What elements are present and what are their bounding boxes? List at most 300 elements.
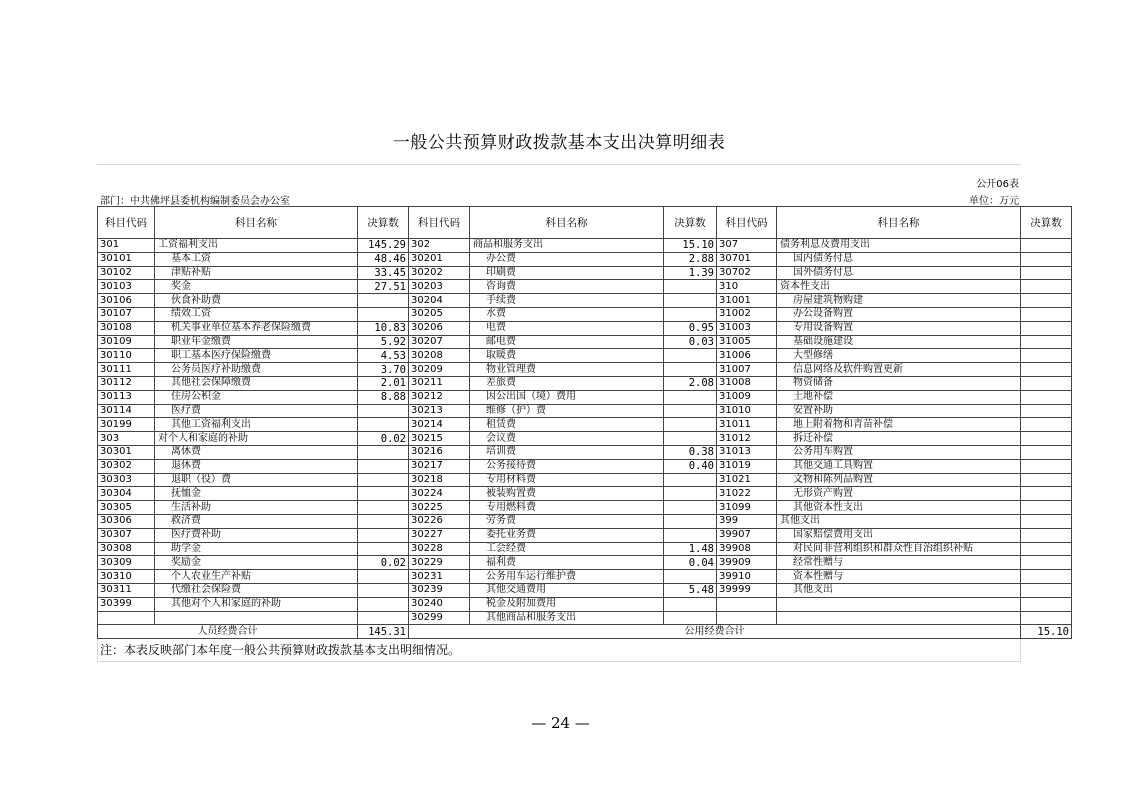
item-code: 30399 xyxy=(98,597,155,611)
item-amount xyxy=(1021,432,1072,446)
item-amount xyxy=(664,349,717,363)
item-amount xyxy=(664,418,717,432)
item-amount xyxy=(358,404,409,418)
table-row xyxy=(98,307,1072,321)
budget-sheet xyxy=(97,122,1069,662)
item-name: 公务用车运行维护费 xyxy=(470,570,664,584)
item-code: 30229 xyxy=(409,556,470,570)
item-name: 职业年金缴费 xyxy=(155,335,358,349)
table-code-row xyxy=(97,165,1021,192)
table-row xyxy=(98,239,1072,253)
item-code: 30111 xyxy=(98,363,155,377)
header-amount-3: 决算数 xyxy=(1021,207,1072,239)
item-code: 30304 xyxy=(98,487,155,501)
item-code: 30227 xyxy=(409,528,470,542)
item-name: 医疗费补助 xyxy=(155,528,358,542)
item-code: 39909 xyxy=(717,556,777,570)
item-code: 30226 xyxy=(409,514,470,528)
item-code: 30301 xyxy=(98,445,155,459)
table-row xyxy=(98,542,1072,556)
item-amount: 0.38 xyxy=(664,445,717,459)
table-row xyxy=(98,294,1072,308)
item-name: 文物和陈列品购置 xyxy=(777,473,1021,487)
item-code: 30218 xyxy=(409,473,470,487)
item-code: 30311 xyxy=(98,583,155,597)
item-name: 公务用车购置 xyxy=(777,445,1021,459)
item-code: 31010 xyxy=(717,404,777,418)
item-name: 其他社会保障缴费 xyxy=(155,376,358,390)
item-code: 30228 xyxy=(409,542,470,556)
table-row xyxy=(98,556,1072,570)
item-name: 奖励金 xyxy=(155,556,358,570)
item-amount: 2.01 xyxy=(358,376,409,390)
item-amount xyxy=(1021,349,1072,363)
item-code xyxy=(717,597,777,611)
item-name: 对民间非营利组织和群众性自治组织补贴 xyxy=(777,542,1021,556)
table-row xyxy=(98,514,1072,528)
item-code: 303 xyxy=(98,432,155,446)
item-name: 基础设施建设 xyxy=(777,335,1021,349)
item-amount: 48.46 xyxy=(358,252,409,266)
item-code: 301 xyxy=(98,239,155,253)
item-code: 39999 xyxy=(717,583,777,597)
item-code: 30206 xyxy=(409,321,470,335)
item-name: 个人农业生产补贴 xyxy=(155,570,358,584)
item-amount xyxy=(664,363,717,377)
item-amount: 33.45 xyxy=(358,266,409,280)
item-code: 30213 xyxy=(409,404,470,418)
table-row xyxy=(98,252,1072,266)
item-name: 公务接待费 xyxy=(470,459,664,473)
item-name: 救济费 xyxy=(155,514,358,528)
item-name: 奖金 xyxy=(155,280,358,294)
item-name: 委托业务费 xyxy=(470,528,664,542)
table-row xyxy=(98,266,1072,280)
item-amount xyxy=(1021,404,1072,418)
table-row xyxy=(98,335,1072,349)
item-name: 伙食补助费 xyxy=(155,294,358,308)
item-amount xyxy=(358,514,409,528)
item-amount xyxy=(358,542,409,556)
item-amount xyxy=(1021,294,1072,308)
item-name: 拆迁补偿 xyxy=(777,432,1021,446)
item-amount: 1.39 xyxy=(664,266,717,280)
item-code: 30101 xyxy=(98,252,155,266)
item-code: 399 xyxy=(717,514,777,528)
item-name: 劳务费 xyxy=(470,514,664,528)
item-code: 31003 xyxy=(717,321,777,335)
item-name: 土地补偿 xyxy=(777,390,1021,404)
table-title: 一般公共预算财政拨款基本支出决算明细表 xyxy=(97,122,1021,165)
header-name-1: 科目名称 xyxy=(155,207,358,239)
table-row xyxy=(98,321,1072,335)
item-name: 商品和服务支出 xyxy=(470,239,664,253)
item-code: 31002 xyxy=(717,307,777,321)
item-code: 31007 xyxy=(717,363,777,377)
item-name: 国内债务付息 xyxy=(777,252,1021,266)
item-amount xyxy=(1021,266,1072,280)
item-name: 房屋建筑物购建 xyxy=(777,294,1021,308)
item-name xyxy=(777,611,1021,625)
item-amount xyxy=(358,473,409,487)
item-name: 福利费 xyxy=(470,556,664,570)
item-name: 公务员医疗补助缴费 xyxy=(155,363,358,377)
item-code: 39910 xyxy=(717,570,777,584)
item-name: 资本性赠与 xyxy=(777,570,1021,584)
item-amount: 0.40 xyxy=(664,459,717,473)
item-code: 30701 xyxy=(717,252,777,266)
item-name: 退职（役）费 xyxy=(155,473,358,487)
item-name: 信息网络及软件购置更新 xyxy=(777,363,1021,377)
item-amount xyxy=(1021,556,1072,570)
item-amount: 0.02 xyxy=(358,556,409,570)
item-name: 取暖费 xyxy=(470,349,664,363)
item-amount xyxy=(1021,376,1072,390)
item-amount xyxy=(664,390,717,404)
item-code: 30202 xyxy=(409,266,470,280)
table-code: 公开06表 xyxy=(976,179,1019,190)
item-amount xyxy=(358,583,409,597)
item-amount xyxy=(664,528,717,542)
unit-label: 单位：万元 xyxy=(969,196,1019,207)
item-code: 30308 xyxy=(98,542,155,556)
table-row xyxy=(98,611,1072,625)
table-row xyxy=(98,445,1072,459)
item-code xyxy=(717,611,777,625)
item-code: 30702 xyxy=(717,266,777,280)
item-code: 30112 xyxy=(98,376,155,390)
item-code: 30307 xyxy=(98,528,155,542)
item-code: 30299 xyxy=(409,611,470,625)
item-name: 其他资本性支出 xyxy=(777,501,1021,515)
item-name: 差旅费 xyxy=(470,376,664,390)
item-name: 其他交通费用 xyxy=(470,583,664,597)
item-code: 30309 xyxy=(98,556,155,570)
item-amount xyxy=(1021,514,1072,528)
item-code: 30102 xyxy=(98,266,155,280)
item-amount xyxy=(1021,280,1072,294)
item-amount xyxy=(358,445,409,459)
personnel-total-value: 145.31 xyxy=(358,625,409,639)
page-number: — 24 — xyxy=(531,714,590,732)
item-amount xyxy=(664,404,717,418)
personnel-total-label: 人员经费合计 xyxy=(98,625,358,639)
item-code: 30215 xyxy=(409,432,470,446)
item-code: 30207 xyxy=(409,335,470,349)
item-code: 307 xyxy=(717,239,777,253)
item-amount xyxy=(358,570,409,584)
item-amount: 0.04 xyxy=(664,556,717,570)
item-amount xyxy=(664,487,717,501)
item-name: 其他对个人和家庭的补助 xyxy=(155,597,358,611)
item-name: 住房公积金 xyxy=(155,390,358,404)
item-name: 电费 xyxy=(470,321,664,335)
item-name: 债务利息及费用支出 xyxy=(777,239,1021,253)
item-name: 代缴社会保险费 xyxy=(155,583,358,597)
expenditure-table xyxy=(97,206,1072,639)
item-code: 30310 xyxy=(98,570,155,584)
item-amount xyxy=(358,294,409,308)
item-name: 大型修缮 xyxy=(777,349,1021,363)
item-code: 30302 xyxy=(98,459,155,473)
item-amount xyxy=(1021,487,1072,501)
table-note: 注：本表反映部门本年度一般公共预算财政拨款基本支出明细情况。 xyxy=(97,639,1021,662)
item-amount xyxy=(1021,570,1072,584)
item-name: 税金及附加费用 xyxy=(470,597,664,611)
item-name: 其他工资福利支出 xyxy=(155,418,358,432)
item-code: 30217 xyxy=(409,459,470,473)
public-total-value: 15.10 xyxy=(1021,625,1072,639)
item-name: 水费 xyxy=(470,307,664,321)
header-code-1: 科目代码 xyxy=(98,207,155,239)
table-row xyxy=(98,473,1072,487)
item-code: 30216 xyxy=(409,445,470,459)
table-header-row xyxy=(98,207,1072,239)
item-code: 30306 xyxy=(98,514,155,528)
item-amount xyxy=(358,307,409,321)
item-name: 其他支出 xyxy=(777,514,1021,528)
item-amount xyxy=(1021,611,1072,625)
item-amount xyxy=(1021,418,1072,432)
table-row xyxy=(98,349,1072,363)
item-name: 医疗费 xyxy=(155,404,358,418)
header-code-2: 科目代码 xyxy=(409,207,470,239)
item-amount xyxy=(1021,459,1072,473)
item-code: 30209 xyxy=(409,363,470,377)
item-code: 310 xyxy=(717,280,777,294)
item-code: 31022 xyxy=(717,487,777,501)
item-amount xyxy=(664,501,717,515)
item-name: 助学金 xyxy=(155,542,358,556)
item-amount xyxy=(1021,528,1072,542)
item-code: 30199 xyxy=(98,418,155,432)
department-row xyxy=(97,192,1021,206)
item-amount xyxy=(664,514,717,528)
item-code: 39907 xyxy=(717,528,777,542)
item-amount xyxy=(358,611,409,625)
item-code: 30208 xyxy=(409,349,470,363)
table-row xyxy=(98,459,1072,473)
item-name: 物资储备 xyxy=(777,376,1021,390)
item-code: 39908 xyxy=(717,542,777,556)
item-code: 30201 xyxy=(409,252,470,266)
item-amount xyxy=(664,307,717,321)
header-amount-1: 决算数 xyxy=(358,207,409,239)
item-amount: 8.88 xyxy=(358,390,409,404)
item-amount xyxy=(1021,239,1072,253)
item-name: 专用燃料费 xyxy=(470,501,664,515)
item-name: 国外债务付息 xyxy=(777,266,1021,280)
item-amount xyxy=(358,501,409,515)
item-amount: 10.83 xyxy=(358,321,409,335)
table-row xyxy=(98,570,1072,584)
item-code: 30225 xyxy=(409,501,470,515)
item-code: 302 xyxy=(409,239,470,253)
item-amount: 27.51 xyxy=(358,280,409,294)
item-code: 30303 xyxy=(98,473,155,487)
item-amount: 5.48 xyxy=(664,583,717,597)
item-name: 咨询费 xyxy=(470,280,664,294)
header-name-3: 科目名称 xyxy=(777,207,1021,239)
item-amount xyxy=(664,432,717,446)
item-name: 职工基本医疗保险缴费 xyxy=(155,349,358,363)
item-name: 生活补助 xyxy=(155,501,358,515)
item-name xyxy=(155,611,358,625)
item-amount xyxy=(664,280,717,294)
item-amount: 2.88 xyxy=(664,252,717,266)
item-code: 30203 xyxy=(409,280,470,294)
item-code: 30239 xyxy=(409,583,470,597)
item-amount: 0.95 xyxy=(664,321,717,335)
item-name: 被装购置费 xyxy=(470,487,664,501)
item-code: 31013 xyxy=(717,445,777,459)
table-row xyxy=(98,501,1072,515)
item-name: 手续费 xyxy=(470,294,664,308)
item-amount xyxy=(358,459,409,473)
table-row xyxy=(98,583,1072,597)
item-name: 国家赔偿费用支出 xyxy=(777,528,1021,542)
item-amount xyxy=(1021,445,1072,459)
item-name: 其他商品和服务支出 xyxy=(470,611,664,625)
item-code: 31006 xyxy=(717,349,777,363)
item-name: 经常性赠与 xyxy=(777,556,1021,570)
table-row xyxy=(98,404,1072,418)
item-name: 专用设备购置 xyxy=(777,321,1021,335)
item-name: 地上附着物和青苗补偿 xyxy=(777,418,1021,432)
table-row xyxy=(98,432,1072,446)
item-name: 无形资产购置 xyxy=(777,487,1021,501)
item-code: 30103 xyxy=(98,280,155,294)
item-code: 31001 xyxy=(717,294,777,308)
item-name: 安置补助 xyxy=(777,404,1021,418)
item-name: 基本工资 xyxy=(155,252,358,266)
item-code: 30214 xyxy=(409,418,470,432)
item-name: 其他交通工具购置 xyxy=(777,459,1021,473)
item-name: 会议费 xyxy=(470,432,664,446)
table-row xyxy=(98,597,1072,611)
item-code: 30106 xyxy=(98,294,155,308)
item-code: 31011 xyxy=(717,418,777,432)
item-name: 津贴补贴 xyxy=(155,266,358,280)
item-amount xyxy=(1021,501,1072,515)
item-amount xyxy=(1021,597,1072,611)
item-code: 31019 xyxy=(717,459,777,473)
item-name: 工会经费 xyxy=(470,542,664,556)
item-amount xyxy=(1021,307,1072,321)
item-amount xyxy=(1021,321,1072,335)
item-amount xyxy=(664,473,717,487)
item-amount: 145.29 xyxy=(358,239,409,253)
item-amount: 0.03 xyxy=(664,335,717,349)
item-code: 30224 xyxy=(409,487,470,501)
item-amount xyxy=(664,294,717,308)
item-code: 30113 xyxy=(98,390,155,404)
item-amount: 2.08 xyxy=(664,376,717,390)
item-amount xyxy=(664,597,717,611)
item-name: 邮电费 xyxy=(470,335,664,349)
table-row xyxy=(98,487,1072,501)
item-code: 30231 xyxy=(409,570,470,584)
item-name: 退休费 xyxy=(155,459,358,473)
item-code: 30107 xyxy=(98,307,155,321)
item-name: 办公费 xyxy=(470,252,664,266)
table-row xyxy=(98,528,1072,542)
item-code: 31008 xyxy=(717,376,777,390)
item-code: 31005 xyxy=(717,335,777,349)
item-amount xyxy=(1021,390,1072,404)
item-name: 印刷费 xyxy=(470,266,664,280)
item-name: 机关事业单位基本养老保险缴费 xyxy=(155,321,358,335)
item-code: 30211 xyxy=(409,376,470,390)
item-amount: 15.10 xyxy=(664,239,717,253)
item-code xyxy=(98,611,155,625)
header-amount-2: 决算数 xyxy=(664,207,717,239)
item-name: 物业管理费 xyxy=(470,363,664,377)
item-amount xyxy=(1021,542,1072,556)
item-amount: 5.92 xyxy=(358,335,409,349)
item-name: 租赁费 xyxy=(470,418,664,432)
item-name: 培训费 xyxy=(470,445,664,459)
item-amount: 1.48 xyxy=(664,542,717,556)
item-name: 工资福利支出 xyxy=(155,239,358,253)
item-code: 30109 xyxy=(98,335,155,349)
table-row xyxy=(98,390,1072,404)
item-name: 对个人和家庭的补助 xyxy=(155,432,358,446)
item-name: 专用材料费 xyxy=(470,473,664,487)
item-code: 31009 xyxy=(717,390,777,404)
header-name-2: 科目名称 xyxy=(470,207,664,239)
item-code: 30240 xyxy=(409,597,470,611)
item-code: 30212 xyxy=(409,390,470,404)
item-amount: 4.53 xyxy=(358,349,409,363)
item-amount xyxy=(664,570,717,584)
table-row xyxy=(98,376,1072,390)
item-code: 30305 xyxy=(98,501,155,515)
table-row xyxy=(98,280,1072,294)
item-amount xyxy=(1021,583,1072,597)
public-total-label: 公用经费合计 xyxy=(409,625,1021,639)
item-amount xyxy=(1021,252,1072,266)
table-row xyxy=(98,363,1072,377)
header-code-3: 科目代码 xyxy=(717,207,777,239)
item-amount xyxy=(1021,335,1072,349)
item-name: 维修（护）费 xyxy=(470,404,664,418)
item-name: 办公设备购置 xyxy=(777,307,1021,321)
item-code: 30114 xyxy=(98,404,155,418)
item-name: 绩效工资 xyxy=(155,307,358,321)
totals-row xyxy=(98,625,1072,639)
item-name: 因公出国（境）费用 xyxy=(470,390,664,404)
item-name xyxy=(777,597,1021,611)
item-amount: 3.70 xyxy=(358,363,409,377)
item-amount xyxy=(1021,473,1072,487)
item-amount xyxy=(358,418,409,432)
item-name: 抚恤金 xyxy=(155,487,358,501)
item-amount xyxy=(358,487,409,501)
item-code: 30110 xyxy=(98,349,155,363)
item-amount xyxy=(358,597,409,611)
item-code: 31012 xyxy=(717,432,777,446)
item-name: 离休费 xyxy=(155,445,358,459)
department-label: 部门：中共佛坪县委机构编制委员会办公室 xyxy=(100,196,290,207)
item-code: 31099 xyxy=(717,501,777,515)
item-code: 30108 xyxy=(98,321,155,335)
item-amount xyxy=(664,611,717,625)
item-amount xyxy=(358,528,409,542)
item-name: 其他支出 xyxy=(777,583,1021,597)
item-code: 30204 xyxy=(409,294,470,308)
item-amount: 0.02 xyxy=(358,432,409,446)
